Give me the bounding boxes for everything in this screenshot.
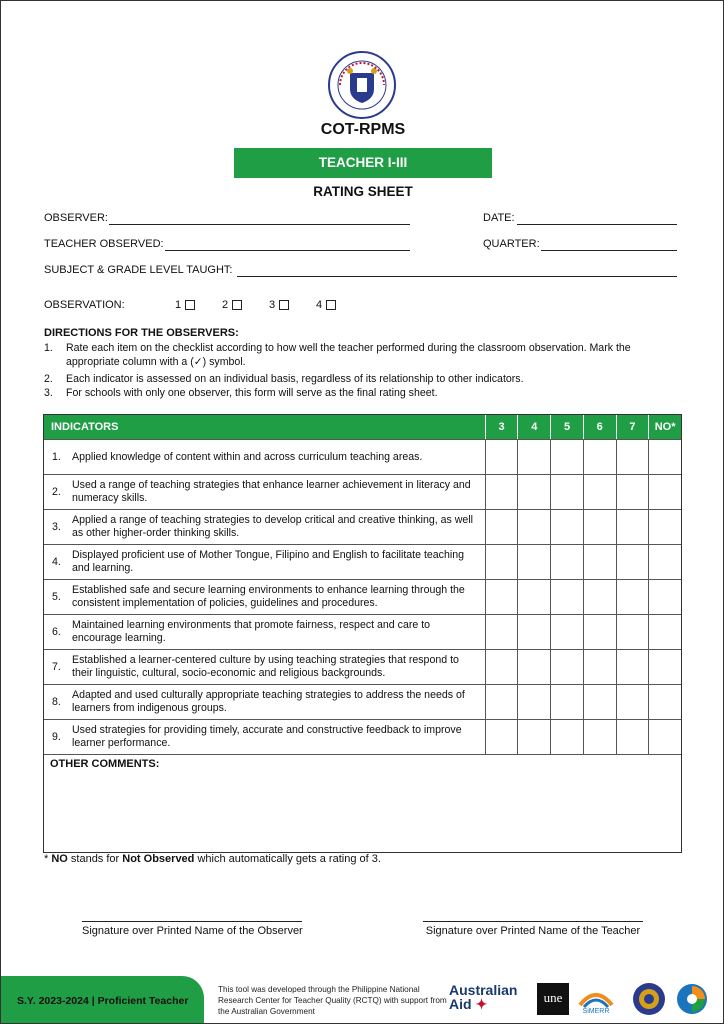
indicator-text: Adapted and used culturally appropriate teaching strategies to address the needs of learners from indigenous groups.	[72, 689, 465, 714]
une-logo: une	[537, 983, 569, 1015]
indicator-text: Maintained learning environments that promote fairness, respect and care to encourage learning.	[72, 619, 431, 644]
indicator-cell	[44, 615, 485, 649]
rating-cell[interactable]	[648, 440, 681, 474]
rating-cell[interactable]	[648, 650, 681, 684]
teacher-observed-field[interactable]	[165, 250, 410, 251]
table-row	[44, 439, 681, 474]
rating-cell[interactable]	[550, 440, 583, 474]
aus-line1: Australian	[449, 982, 518, 998]
other-comments-box[interactable]	[44, 754, 681, 852]
rating-cell[interactable]	[583, 650, 616, 684]
rating-cell[interactable]	[517, 615, 550, 649]
indicator-number: 8.	[52, 695, 61, 708]
rating-cell[interactable]	[517, 545, 550, 579]
rating-cell[interactable]	[616, 545, 649, 579]
indicator-number: 2.	[52, 485, 61, 498]
table-row	[44, 544, 681, 579]
indicator-number: 1.	[52, 450, 61, 463]
rating-cell[interactable]	[648, 545, 681, 579]
rctq-seal-logo	[632, 982, 666, 1016]
note-no: NO	[51, 853, 68, 865]
note-prefix: *	[44, 853, 52, 865]
directions-title: DIRECTIONS FOR THE OBSERVERS:	[44, 327, 239, 339]
rating-cell[interactable]	[616, 475, 649, 509]
table-row	[44, 509, 681, 544]
table-row	[44, 579, 681, 614]
indicator-cell	[44, 545, 485, 579]
rating-cell[interactable]	[583, 615, 616, 649]
observer-label: OBSERVER:	[44, 212, 108, 224]
rating-column-header: 5	[550, 415, 583, 439]
form-subtitle: RATING SHEET	[313, 184, 413, 199]
simerr-logo	[576, 983, 616, 1015]
rating-cell[interactable]	[616, 440, 649, 474]
indicator-text: Applied a range of teaching strategies to develop critical and creative thinking, as well as other higher-order thinking skills.	[72, 514, 474, 539]
teacher-signature-line[interactable]	[423, 921, 643, 937]
rating-cell[interactable]	[616, 685, 649, 719]
indicator-cell	[44, 440, 485, 474]
indicators-table	[43, 414, 682, 853]
indicator-number: 5.	[52, 590, 61, 603]
table-row	[44, 474, 681, 509]
rating-cell[interactable]	[485, 685, 518, 719]
rating-cell[interactable]	[616, 510, 649, 544]
rating-cell[interactable]	[616, 580, 649, 614]
indicator-text: Used strategies for providing timely, accurate and constructive feedback to improve learner performance.	[72, 724, 462, 749]
direction-item	[44, 386, 676, 400]
indicator-cell	[44, 475, 485, 509]
rating-column-header: 4	[517, 415, 550, 439]
school-year-banner	[1, 976, 204, 1024]
indicator-text: Established a learner-centered culture by using teaching strategies that respond to their linguistic, cultural, socio-economic and religious backgrounds.	[72, 654, 459, 679]
indicator-cell	[44, 580, 485, 614]
rating-cell[interactable]	[485, 720, 518, 754]
direction-number: 2.	[44, 373, 53, 385]
aus-line2: Aid	[449, 996, 472, 1012]
table-row	[44, 719, 681, 754]
table-row	[44, 614, 681, 649]
quarter-field[interactable]	[541, 250, 677, 251]
direction-text: Rate each item on the checklist according to how well the teacher performed during the classroom observation. Mark the appropriate column with a (✓) symbol.	[66, 342, 631, 368]
not-observed-note	[44, 853, 381, 865]
rating-cell[interactable]	[485, 440, 518, 474]
date-label: DATE:	[483, 212, 515, 224]
note-mid: stands for	[67, 853, 123, 865]
rating-cell[interactable]	[485, 475, 518, 509]
rating-cell[interactable]	[648, 720, 681, 754]
rating-cell[interactable]	[648, 475, 681, 509]
rating-cell[interactable]	[517, 475, 550, 509]
observer-signature-label: Signature over Printed Name of the Observer	[82, 925, 303, 937]
direction-text: For schools with only one observer, this form will serve as the final rating sheet.	[66, 387, 438, 399]
direction-item	[44, 372, 676, 386]
rating-cell[interactable]	[616, 650, 649, 684]
indicator-cell	[44, 510, 485, 544]
kangaroo-icon: ✦	[475, 996, 488, 1012]
rating-column-header: NO*	[648, 415, 681, 439]
rating-cell[interactable]	[517, 440, 550, 474]
checkbox-label: 2	[222, 299, 229, 311]
rating-column-header: 6	[583, 415, 616, 439]
observation-checkbox-1[interactable]	[175, 299, 195, 311]
rating-column-header: 3	[485, 415, 518, 439]
rating-cell[interactable]	[648, 615, 681, 649]
rating-cell[interactable]	[485, 580, 518, 614]
indicator-text: Applied knowledge of content within and across curriculum teaching areas.	[72, 450, 423, 463]
indicator-cell	[44, 720, 485, 754]
svg-text:SiMERR: SiMERR	[582, 1008, 610, 1015]
rating-cell[interactable]	[583, 685, 616, 719]
date-field[interactable]	[517, 224, 677, 225]
rating-cell[interactable]	[485, 510, 518, 544]
rating-cell[interactable]	[583, 440, 616, 474]
observation-checkbox-2[interactable]	[222, 299, 242, 311]
deped-seal-logo	[328, 51, 396, 119]
direction-number: 3.	[44, 387, 53, 399]
other-comments-label: OTHER COMMENTS:	[50, 758, 160, 770]
checkbox-box[interactable]	[232, 300, 242, 310]
indicator-number: 4.	[52, 555, 61, 568]
rating-cell[interactable]	[550, 545, 583, 579]
direction-item	[44, 341, 676, 369]
rating-cell[interactable]	[583, 545, 616, 579]
rating-cell[interactable]	[550, 580, 583, 614]
indicator-number: 7.	[52, 660, 61, 673]
rating-column-header: 7	[616, 415, 649, 439]
form-title: COT-RPMS	[320, 121, 406, 138]
checkbox-label: 1	[175, 299, 182, 311]
footer-credit: This tool was developed through the Philippine National Research Center for Teacher Quality (RCTQ) with support from the Australian Government	[218, 985, 447, 1016]
rating-cell[interactable]	[517, 720, 550, 754]
rating-cell[interactable]	[550, 475, 583, 509]
rating-cell[interactable]	[583, 475, 616, 509]
checkbox-box[interactable]	[279, 300, 289, 310]
rating-cell[interactable]	[583, 720, 616, 754]
rating-cell[interactable]	[583, 580, 616, 614]
observer-field[interactable]	[109, 224, 410, 225]
direction-number: 1.	[44, 342, 53, 354]
indicators-header: INDICATORS	[51, 421, 119, 433]
checkbox-box[interactable]	[326, 300, 336, 310]
observer-signature-line[interactable]	[82, 921, 302, 937]
subject-grade-label: SUBJECT & GRADE LEVEL TAUGHT:	[44, 264, 233, 276]
rating-cell[interactable]	[550, 720, 583, 754]
rating-cell[interactable]	[517, 650, 550, 684]
australian-aid-logo	[449, 983, 517, 1011]
observation-checkbox-3[interactable]	[269, 299, 289, 311]
rating-cell[interactable]	[550, 685, 583, 719]
school-year-text: S.Y. 2023-2024 | Proficient Teacher	[17, 995, 189, 1007]
rating-cell[interactable]	[648, 580, 681, 614]
observation-label: OBSERVATION:	[44, 299, 125, 311]
teacher-signature-label: Signature over Printed Name of the Teacher	[425, 925, 641, 937]
indicator-number: 3.	[52, 520, 61, 533]
rating-cell[interactable]	[517, 580, 550, 614]
teacher-level-banner: TEACHER I-III	[234, 148, 492, 178]
rating-cell[interactable]	[616, 720, 649, 754]
table-header	[44, 415, 681, 439]
note-suffix: which automatically gets a rating of 3.	[194, 853, 381, 865]
rating-cell[interactable]	[648, 510, 681, 544]
direction-text: Each indicator is assessed on an individual basis, regardless of its relationship to other indicators.	[66, 373, 524, 385]
rating-cell[interactable]	[485, 615, 518, 649]
rating-cell[interactable]	[517, 685, 550, 719]
teacher-observed-label: TEACHER OBSERVED:	[44, 238, 164, 250]
checkbox-label: 4	[316, 299, 323, 311]
indicator-text: Displayed proficient use of Mother Tongue, Filipino and English to facilitate teaching and learning.	[72, 549, 465, 574]
rating-cell[interactable]	[616, 615, 649, 649]
rating-cell[interactable]	[485, 545, 518, 579]
rating-cell[interactable]	[648, 685, 681, 719]
rating-cell[interactable]	[550, 650, 583, 684]
checkbox-box[interactable]	[185, 300, 195, 310]
indicator-cell	[44, 650, 485, 684]
indicator-text: Used a range of teaching strategies that enhance learner achievement in literacy and numeracy skills.	[72, 479, 471, 504]
table-row	[44, 684, 681, 719]
indicator-number: 9.	[52, 730, 61, 743]
checkbox-label: 3	[269, 299, 276, 311]
rating-cell[interactable]	[550, 510, 583, 544]
partner-swirl-logo	[675, 982, 709, 1016]
rating-cell[interactable]	[583, 510, 616, 544]
table-row	[44, 649, 681, 684]
quarter-label: QUARTER:	[483, 238, 540, 250]
observation-checkbox-4[interactable]	[316, 299, 336, 311]
indicator-text: Established safe and secure learning environments to enhance learning through the consistent implementation of policies, guidelines and procedures.	[72, 584, 465, 609]
note-not-observed: Not Observed	[122, 853, 195, 865]
rating-cell[interactable]	[550, 615, 583, 649]
subject-grade-field[interactable]	[237, 276, 677, 277]
rating-cell[interactable]	[485, 650, 518, 684]
rating-cell[interactable]	[517, 510, 550, 544]
indicator-number: 6.	[52, 625, 61, 638]
indicator-cell	[44, 685, 485, 719]
